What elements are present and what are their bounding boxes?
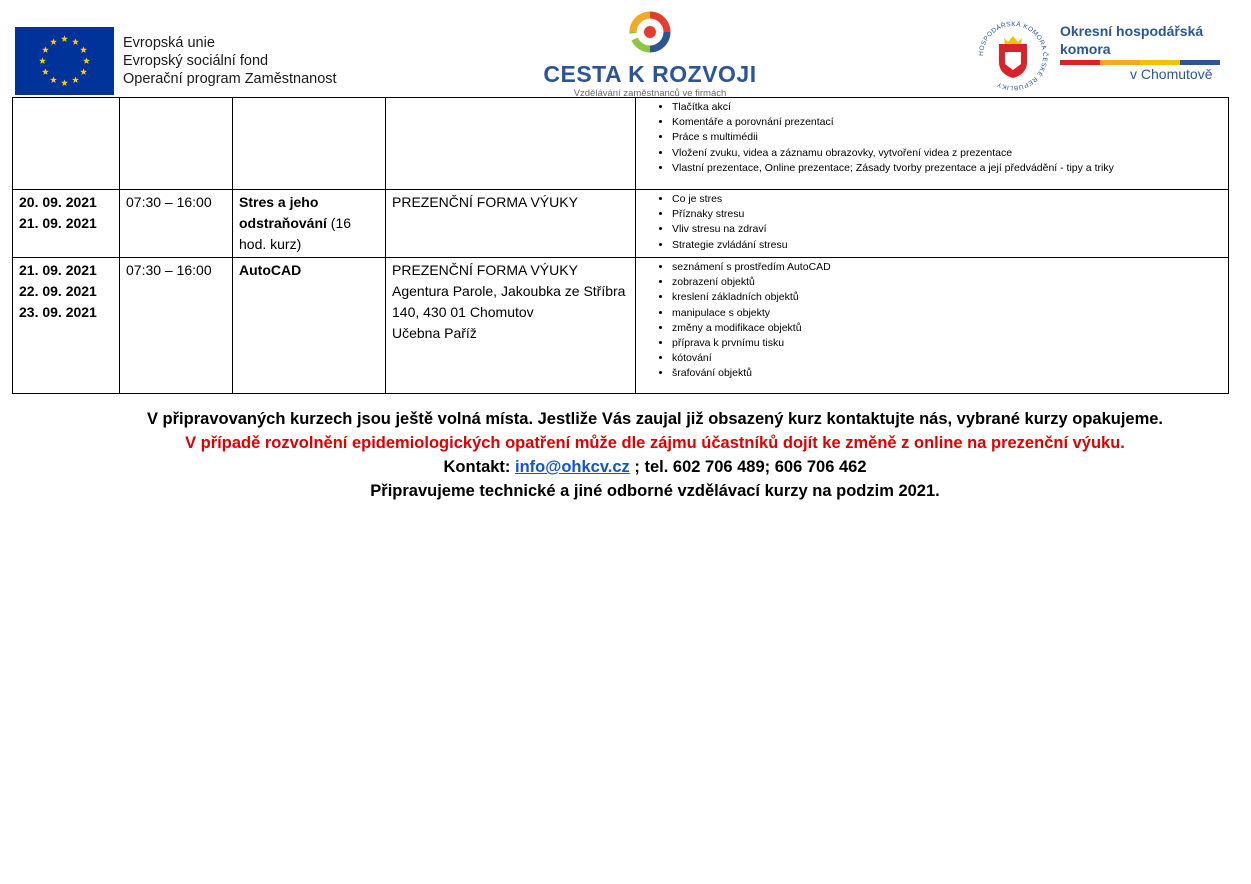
contact-email-link[interactable]: info@ohkcv.cz: [515, 458, 630, 476]
notes: [60, 407, 1250, 503]
eu-star-icon: [42, 68, 49, 75]
topic-item: • Práce s multimédii: [672, 130, 1222, 145]
contact-phone: ; tel. 602 706 489; 606 706 462: [629, 458, 867, 476]
cell-topics: [636, 190, 1229, 258]
eu-star-icon: [80, 46, 87, 53]
cell-course: [233, 258, 386, 394]
form-text: PREZENČNÍ FORMA VÝUKY: [392, 262, 578, 278]
cell-form: [386, 258, 636, 394]
cell-time: [120, 98, 233, 190]
project-title: CESTA K ROZVOJI: [543, 61, 757, 87]
topic-item: • seznámení s prostředím AutoCAD: [672, 260, 1222, 275]
topic-item: • kótování: [672, 351, 1222, 366]
course-name: Stres a jeho odstraňování: [239, 194, 327, 231]
table-row: [13, 190, 1229, 258]
seal-text: HOSPODÁŘSKÁ KOMORA ČESKÉ REPUBLIKY: [977, 20, 1049, 92]
eu-logo: [15, 27, 337, 95]
topic-item: • Příznaky stresu: [672, 207, 1222, 222]
note-contact: [60, 455, 1250, 479]
table-row: [13, 258, 1229, 394]
topic-item: • Tlačítka akcí: [672, 100, 1222, 115]
cell-course: [233, 190, 386, 258]
topic-item: • manipulace s objekty: [672, 306, 1222, 321]
chamber-title-line: komora: [1060, 41, 1111, 57]
cesta-k-rozvoji-logo: [530, 4, 770, 99]
form-text: PREZENČNÍ FORMA VÝUKY: [392, 194, 578, 210]
eu-star-icon: [83, 57, 90, 64]
eu-star-icon: [61, 79, 68, 86]
courses-table: [12, 97, 1229, 394]
eu-star-icon: [39, 57, 46, 64]
note-upcoming: Připravujeme technické a jiné odborné vzdělávací kurzy na podzim 2021.: [370, 482, 940, 500]
topic-item: • Co je stres: [672, 192, 1222, 207]
date-text: 22. 09. 2021: [19, 283, 97, 299]
note-availability: V připravovaných kurzech jsou ještě volná místa. Jestliže Vás zaujal již obsazený kurz kontaktujte nás, vybrané kurzy opakujeme.: [146, 410, 1164, 428]
topic-item: • Komentáře a porovnání prezentací: [672, 115, 1222, 130]
chamber-title: [1060, 22, 1203, 58]
eu-star-icon: [61, 35, 68, 42]
course-name: AutoCAD: [239, 262, 302, 278]
eu-star-icon: [72, 76, 79, 83]
cell-dates: [13, 258, 120, 394]
project-subtitle: Vzdělávání zaměstnanců ve firmách: [573, 88, 727, 99]
eu-line: Operační program Zaměstnanost: [123, 71, 337, 87]
topic-item: • Vložení zvuku, videa a záznamu obrazovky, vytvoření videa z prezentace: [672, 146, 1222, 161]
eu-star-icon: [50, 38, 57, 45]
topic-item: • Vliv stresu na zdraví: [672, 222, 1222, 237]
cell-topics: [636, 258, 1229, 394]
date-text: 20. 09. 2021: [19, 194, 97, 210]
eu-star-icon: [42, 46, 49, 53]
cell-topics: [636, 98, 1229, 190]
topic-list: [642, 192, 1222, 253]
contact-label: Kontakt:: [443, 458, 515, 476]
chamber-logo: [975, 18, 1225, 98]
eu-star-icon: [80, 68, 87, 75]
topic-item: • Strategie zvládání stresu: [672, 238, 1222, 253]
note-epidemic: V případě rozvolnění epidemiologických opatření může dle zájmu účastníků dojít ke změně z online na prezenční výuku.: [185, 434, 1125, 452]
chamber-color-bar: [1060, 60, 1220, 65]
gear-logo-icon: [620, 6, 680, 58]
cell-time: 07:30 – 16:00: [120, 258, 233, 394]
date-text: 21. 09. 2021: [19, 215, 97, 231]
topic-list: [642, 260, 1222, 382]
topic-item: • změny a modifikace objektů: [672, 321, 1222, 336]
eu-text: [123, 34, 337, 88]
date-text: 21. 09. 2021: [19, 262, 97, 278]
eu-star-icon: [72, 38, 79, 45]
topic-item: • Vlastní prezentace, Online prezentace; Zásady tvorby prezentace a její předvádění - tipy a triky: [672, 161, 1222, 176]
cell-form: [386, 190, 636, 258]
cell-dates: [13, 98, 120, 190]
eu-flag-icon: [15, 27, 114, 95]
chamber-title-line: Okresní hospodářská: [1060, 23, 1204, 39]
cell-dates: [13, 190, 120, 258]
chamber-subtitle: v Chomutově: [1130, 66, 1213, 82]
topic-item: • zobrazení objektů: [672, 275, 1222, 290]
cell-time: 07:30 – 16:00: [120, 190, 233, 258]
cell-course: [233, 98, 386, 190]
topic-item: • šrafování objektů: [672, 366, 1222, 381]
form-text: Učebna Paříž: [392, 325, 477, 341]
topic-list: [642, 100, 1222, 176]
topic-item: • kreslení základních objektů: [672, 290, 1222, 305]
eu-line: Evropská unie: [123, 35, 215, 51]
date-text: 23. 09. 2021: [19, 304, 97, 320]
topic-item: • příprava k prvnímu tisku: [672, 336, 1222, 351]
form-text: Agentura Parole, Jakoubka ze Stříbra 140, 430 01 Chomutov: [392, 283, 626, 320]
cell-form: [386, 98, 636, 190]
chamber-seal-icon: [975, 18, 1051, 94]
course-duration: (16 hod. kurz): [239, 215, 352, 252]
table-row: [13, 98, 1229, 190]
eu-line: Evropský sociální fond: [123, 53, 269, 69]
eu-star-icon: [50, 76, 57, 83]
